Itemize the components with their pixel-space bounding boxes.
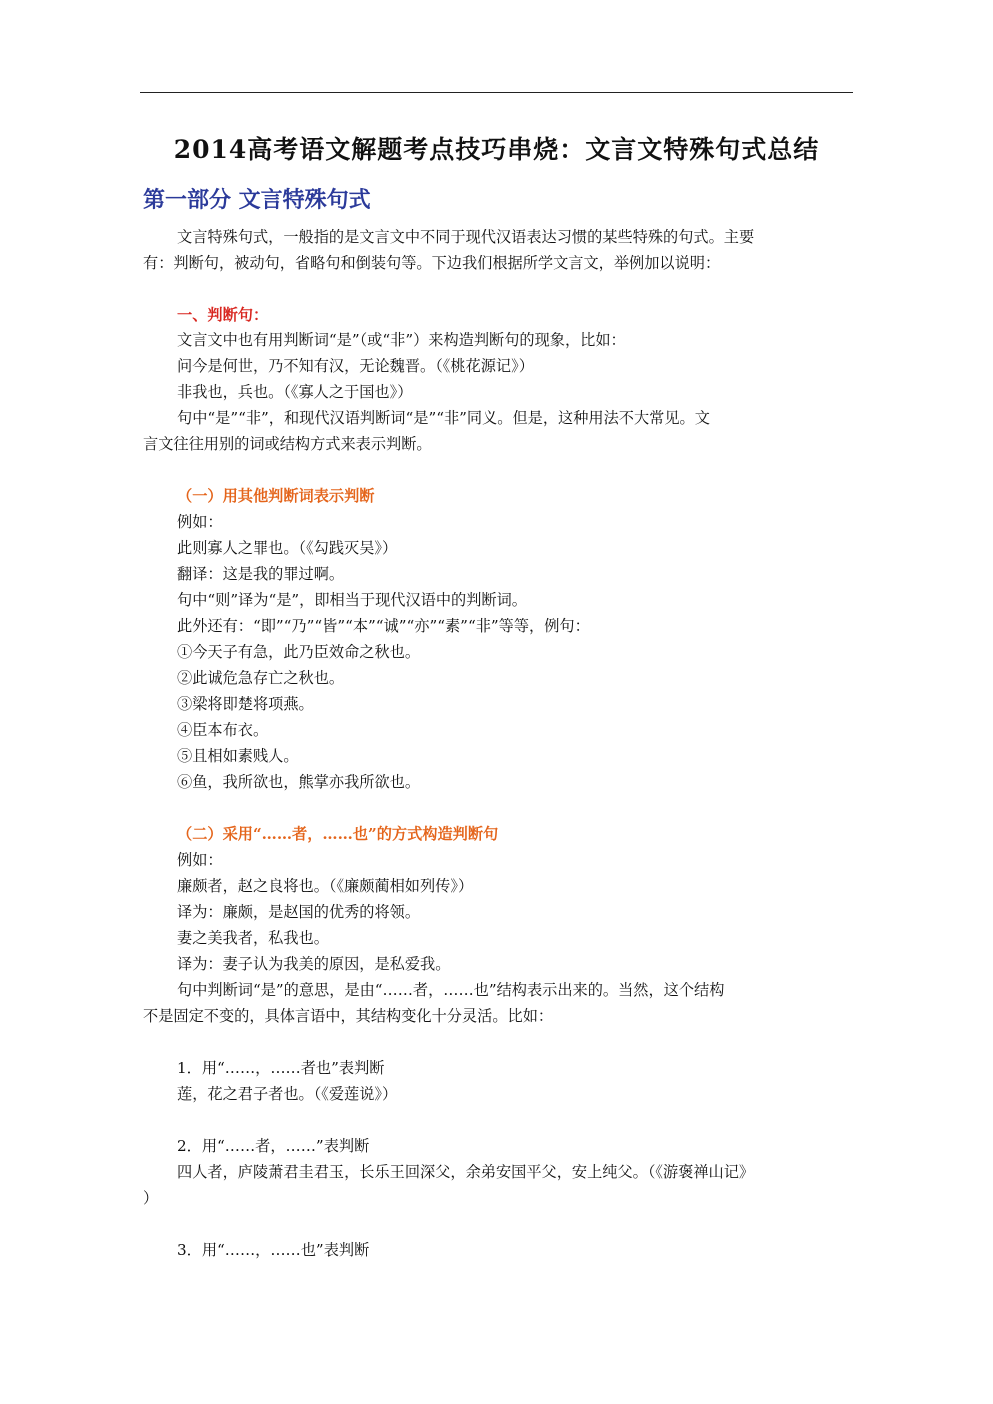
item-label-2: 2．用“……者，……”表判断 bbox=[177, 1137, 370, 1155]
subsection-heading-1: （一）用其他判断词表示判断 bbox=[177, 487, 375, 505]
sub1-example: ⑤且相如素贱人。 bbox=[177, 747, 299, 765]
item-example-2-continuation: ） bbox=[143, 1189, 159, 1207]
item-label-3: 3．用“……，……也”表判断 bbox=[177, 1241, 370, 1259]
item-example-1: 莲，花之君子者也。（《爱莲说》） bbox=[177, 1085, 398, 1103]
sub2-line: 不是固定不变的，具体言语中，其结构变化十分灵活。比如： bbox=[143, 1007, 554, 1025]
section-heading-judgment: 一、判断句： bbox=[177, 306, 269, 324]
sub1-example: ④臣本布衣。 bbox=[177, 721, 269, 739]
section1-line: 句中“是”“非”，和现代汉语判断词“是”“非”同义。但是，这种用法不大常见。文 bbox=[177, 409, 710, 427]
sub2-line: 译为：廉颇，是赵国的优秀的将领。 bbox=[177, 903, 420, 921]
sub2-line: 妻之美我者，私我也。 bbox=[177, 929, 329, 947]
sub1-example: ①今天子有急，此乃臣效命之秋也。 bbox=[177, 643, 420, 661]
header-rule bbox=[140, 92, 853, 93]
section1-line: 文言文中也有用判断词“是”（或“非”）来构造判断句的现象，比如： bbox=[177, 331, 626, 349]
subsection-heading-2: （二）采用“……者，……也”的方式构造判断句 bbox=[177, 825, 499, 843]
sub2-line: 译为：妻子认为我美的原因，是私爱我。 bbox=[177, 955, 451, 973]
intro-line-2: 有：判断句，被动句，省略句和倒装句等。下边我们根据所学文言文，举例加以说明： bbox=[143, 254, 721, 272]
item-example-2: 四人者，庐陵萧君圭君玉，长乐王回深父，余弟安国平父，安上纯父。（《游褒禅山记》 bbox=[177, 1163, 755, 1181]
sub1-line: 例如： bbox=[177, 513, 223, 531]
section1-line: 问今是何世，乃不知有汉，无论魏晋。（《桃花源记》） bbox=[177, 357, 534, 375]
intro-line-1: 文言特殊句式，一般指的是文言文中不同于现代汉语表达习惯的某些特殊的句式。主要 bbox=[177, 228, 755, 246]
section1-line: 言文往往用别的词或结构方式来表示判断。 bbox=[143, 435, 432, 453]
sub2-line: 例如： bbox=[177, 851, 223, 869]
sub1-line: 句中“则”译为“是”，即相当于现代汉语中的判断词。 bbox=[177, 591, 527, 609]
sub2-line: 句中判断词“是”的意思，是由“……者，……也”结构表示出来的。当然，这个结构 bbox=[177, 981, 725, 999]
sub1-example: ⑥鱼，我所欲也，熊掌亦我所欲也。 bbox=[177, 773, 420, 791]
sub1-line: 此外还有：“即”“乃”“皆”“本”“诚”“亦”“素”“非”等等，例句： bbox=[177, 617, 590, 635]
sub1-line: 翻译：这是我的罪过啊。 bbox=[177, 565, 345, 583]
sub1-example: ②此诚危急存亡之秋也。 bbox=[177, 669, 345, 687]
section1-line: 非我也，兵也。（《寡人之于国也》） bbox=[177, 383, 413, 401]
page-title: 2014高考语文解题考点技巧串烧：文言文特殊句式总结 bbox=[173, 135, 820, 164]
sub1-example: ③梁将即楚将项燕。 bbox=[177, 695, 314, 713]
sub2-line: 廉颇者，赵之良将也。（《廉颇蔺相如列传》） bbox=[177, 877, 474, 895]
item-label-1: 1．用“……，……者也”表判断 bbox=[177, 1059, 385, 1077]
part-heading: 第一部分 文言特殊句式 bbox=[143, 188, 371, 213]
sub1-line: 此则寡人之罪也。（《勾践灭吴》） bbox=[177, 539, 398, 557]
